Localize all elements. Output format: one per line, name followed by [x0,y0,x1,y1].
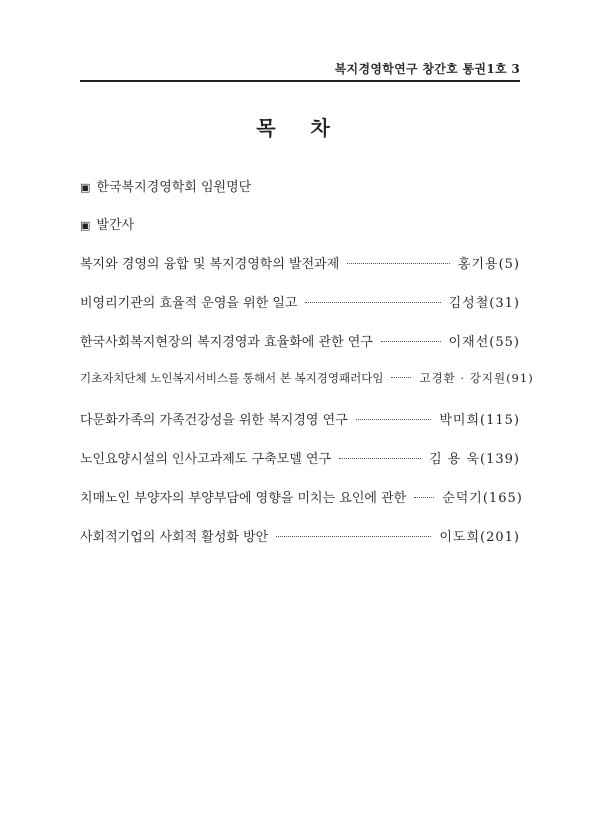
dot-leader [414,497,434,498]
toc-author-page: 박미희(115) [439,413,520,428]
toc-entry [80,370,534,390]
toc-entry [80,487,523,507]
toc-author-page: 순덕기(165) [442,491,523,506]
toc-author-page: 김성철(31) [448,296,520,311]
dot-leader [381,341,441,342]
toc-entry [80,253,520,273]
toc-title: 복지와 경영의 융합 및 복지경영학의 발전과제 [80,257,340,272]
square-bullet-icon: ▣ [80,219,91,232]
toc-entry [80,409,520,429]
dot-leader [391,377,411,378]
toc-entry [80,448,520,468]
dot-leader [356,419,432,420]
toc-author-page: 김 용 욱(139) [429,452,520,467]
toc-author-page: 이재선(55) [448,335,520,350]
section-label: 한국복지경영학회 임원명단 [96,180,252,195]
running-header [80,58,520,82]
journal-info: 복지경영학연구 창간호 통권1호 3 [334,62,520,76]
toc-title: 사회적기업의 사회적 활성화 방안 [80,530,269,545]
dot-leader [339,458,421,459]
dot-leader [347,263,450,264]
section-preface [80,214,134,233]
toc-title: 비영리기관의 효율적 운영을 위한 일고 [80,296,298,311]
section-label: 발간사 [96,218,135,233]
toc-author-page: 이도희(201) [439,530,520,545]
toc-title: 치매노인 부양자의 부양부담에 영향을 미치는 요인에 관한 [80,491,407,506]
dot-leader [305,302,440,303]
toc-title: 한국사회복지현장의 복지경영과 효율화에 관한 연구 [80,335,373,350]
toc-title: 노인요양시설의 인사고과제도 구축모델 연구 [80,452,331,467]
dot-leader [276,536,431,537]
page-title: 목 차 [256,116,344,140]
toc-entry [80,292,520,312]
toc-title: 기초자치단체 노인복지서비스를 통해서 본 복지경영패러다임 [80,371,384,385]
toc-author-page: 고경환 · 강지원(91) [419,371,534,385]
square-bullet-icon: ▣ [80,181,91,194]
toc-author-page: 홍기용(5) [457,257,520,272]
toc-title: 다문화가족의 가족건강성을 위한 복지경영 연구 [80,413,348,428]
toc-entry [80,526,520,546]
section-officers [80,176,251,195]
toc-entry [80,331,520,351]
